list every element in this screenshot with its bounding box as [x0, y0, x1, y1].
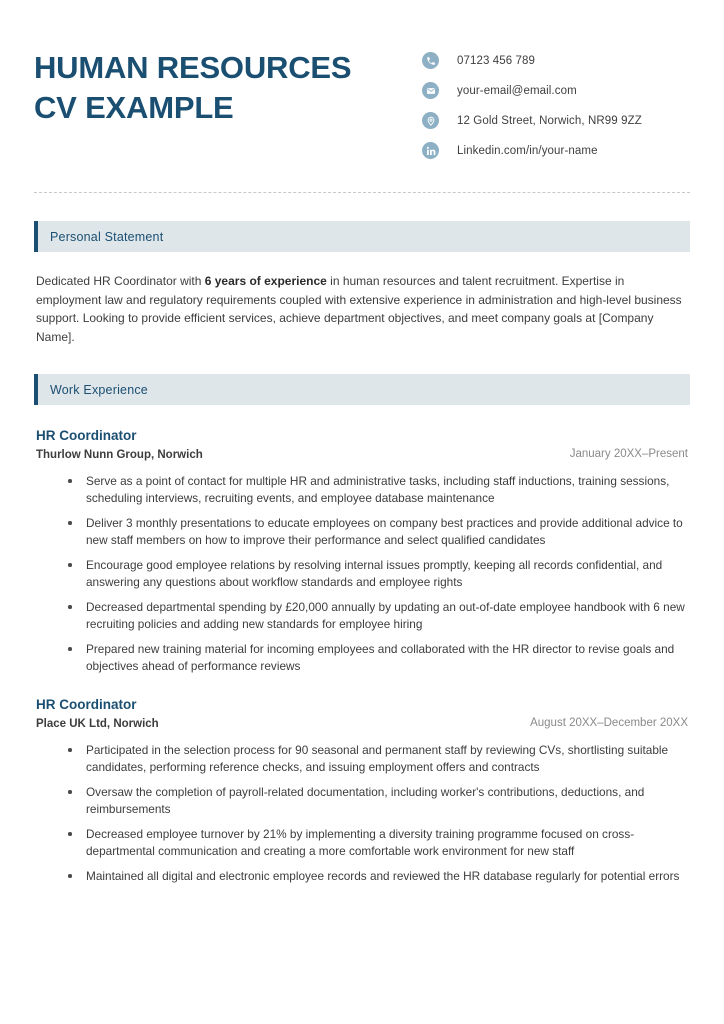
section-title-personal-statement: Personal Statement	[50, 229, 164, 244]
job-bullet: Oversaw the completion of payroll-related documentation, including worker's contributions, deductions, and reimbursements	[36, 784, 688, 817]
contact-linkedin-text: Linkedin.com/in/your-name	[457, 144, 598, 157]
statement-part-2: in human resources and talent recruitment. Expertise in employment law and regulatory requirements coupled with extensive experience in administration and high-level business support. Looking to provide efficient services, achieve department objectives, and meet company goals at [Company Name].	[36, 274, 682, 344]
contact-phone	[422, 52, 690, 69]
contact-address-text: 12 Gold Street, Norwich, NR99 9ZZ	[457, 114, 642, 127]
job-header	[36, 427, 688, 464]
job-bullet: Decreased employee turnover by 21% by implementing a diversity training programme focused on cross-departmental communication and creating a more comfortable work environment for new staff	[36, 826, 688, 859]
job-bullet: Encourage good employee relations by resolving internal issues promptly, keeping all records confidential, and answering any questions about workflow standards and employee rights	[36, 557, 688, 590]
name-line-1: HUMAN RESOURCES	[34, 50, 352, 85]
email-icon	[422, 82, 439, 99]
job-bullet: Deliver 3 monthly presentations to educate employees on company best practices and provide additional advice to new staff members on how to improve their performance and select qualified candidates	[36, 515, 688, 548]
candidate-name	[34, 44, 351, 128]
contact-address	[422, 112, 690, 129]
job-title: HR Coordinator	[36, 697, 137, 712]
job-bullet: Decreased departmental spending by £20,000 annually by updating an out-of-date employee handbook with 6 new recruiting policies and adding new standards for employee hiring	[36, 599, 688, 632]
personal-statement-text	[34, 272, 690, 346]
statement-part-1: Dedicated HR Coordinator with	[36, 274, 205, 288]
job-header	[36, 696, 688, 733]
contact-phone-text: 07123 456 789	[457, 54, 536, 67]
contact-details	[422, 44, 690, 159]
contact-email-text: your-email@email.com	[457, 84, 577, 97]
job-company: Thurlow Nunn Group, Norwich	[36, 449, 203, 461]
contact-email	[422, 82, 690, 99]
statement-highlight: 6 years of experience	[204, 274, 327, 288]
job-bullet: Serve as a point of contact for multiple HR and administrative tasks, including staff inductions, training sessions, scheduling interviews, recruiting events, and employee database maintenance	[36, 473, 688, 506]
section-header-work-experience	[34, 374, 690, 405]
cv-header	[34, 0, 690, 159]
header-divider	[34, 192, 690, 193]
location-pin-icon	[422, 112, 439, 129]
job-entry	[34, 696, 690, 885]
contact-linkedin	[422, 142, 690, 159]
job-bullet: Participated in the selection process for 90 seasonal and permanent staff by reviewing CVs, shortlisting suitable candidates, performing reference checks, and issuing employment offers and contracts	[36, 742, 688, 775]
job-identity	[36, 696, 159, 733]
job-bullets	[36, 473, 688, 674]
job-dates: August 20XX–December 20XX	[530, 717, 688, 729]
name-line-2: CV EXAMPLE	[34, 90, 234, 125]
job-bullet: Maintained all digital and electronic employee records and reviewed the HR database regularly for potential errors	[36, 868, 688, 885]
section-header-personal-statement	[34, 221, 690, 252]
section-title-work-experience: Work Experience	[50, 382, 148, 397]
job-company: Place UK Ltd, Norwich	[36, 718, 159, 730]
job-entry	[34, 427, 690, 674]
job-dates: January 20XX–Present	[569, 448, 688, 460]
job-identity	[36, 427, 203, 464]
job-bullets	[36, 742, 688, 885]
phone-icon	[422, 52, 439, 69]
work-experience-list	[34, 427, 690, 885]
linkedin-icon	[422, 142, 439, 159]
job-title: HR Coordinator	[36, 428, 137, 443]
job-bullet: Prepared new training material for incoming employees and collaborated with the HR director to revise goals and objectives ahead of performance reviews	[36, 641, 688, 674]
